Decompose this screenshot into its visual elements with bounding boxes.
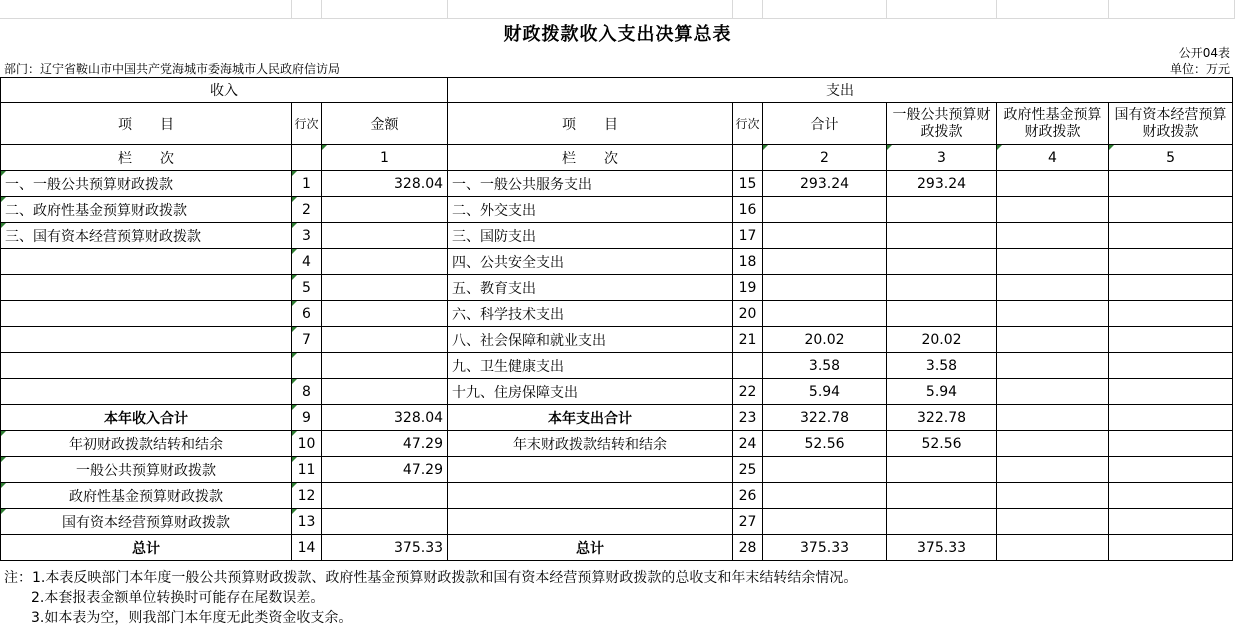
expense-fund-budget [997,535,1109,561]
expense-rowno-header: 行次 [733,103,763,145]
expense-row-number: 22 [733,379,763,405]
income-amount: 47.29 [322,431,448,457]
expense-state-capital [1109,223,1233,249]
income-row-number: 3 [292,223,322,249]
income-amount [322,301,448,327]
department-label: 部门：辽宁省鞍山市中国共产党海城市委海城市人民政府信访局 [4,62,341,76]
income-item: 一般公共预算财政拨款 [1,457,292,483]
expense-total [763,249,887,275]
expense-total [763,275,887,301]
expense-general-budget [887,301,997,327]
expense-item: 四、公共安全支出 [448,249,733,275]
expense-state-capital [1109,379,1233,405]
expense-general-budget [887,249,997,275]
table-row [1,327,1233,353]
expense-general-budget [887,223,997,249]
expense-state-capital [1109,353,1233,379]
expense-state-capital [1109,483,1233,509]
expense-item: 十九、住房保障支出 [448,379,733,405]
income-item [1,353,292,379]
note-1: 注：1.本表反映部门本年度一般公共预算财政拨款、政府性基金预算财政拨款和国有资本经营预算财政拨款的总收支和年末结转结余情况。 [4,570,858,586]
expense-lanci: 栏 次 [448,145,733,171]
expense-fund-budget [997,457,1109,483]
expense-state-capital [1109,431,1233,457]
expense-fund-budget [997,431,1109,457]
expense-item: 本年支出合计 [448,405,733,431]
expense-item: 年末财政拨款结转和结余 [448,431,733,457]
expense-state-capital [1109,171,1233,197]
income-item: 本年收入合计 [1,405,292,431]
unit-label: 单位：万元 [1169,62,1230,76]
table-row [1,301,1233,327]
expense-general-budget [887,457,997,483]
table-row [1,223,1233,249]
income-row-number: 12 [292,483,322,509]
col-number-1: 1 [322,145,448,171]
report-title: 财政拨款收入支出决算总表 [503,24,732,45]
income-item [1,327,292,353]
note-2: 2.本套报表金额单位转换时可能存在尾数误差。 [31,590,325,606]
expense-general-budget [887,275,997,301]
income-amount [322,379,448,405]
expense-item: 九、卫生健康支出 [448,353,733,379]
income-amount: 328.04 [322,405,448,431]
expense-total [763,197,887,223]
expense-general-budget [887,509,997,535]
expense-header: 支出 [448,78,1233,103]
expense-fund-budget [997,327,1109,353]
income-amount: 328.04 [322,171,448,197]
income-row-number: 2 [292,197,322,223]
expense-fund-budget [997,197,1109,223]
income-amount [322,197,448,223]
income-row-number: 13 [292,509,322,535]
expense-item [448,509,733,535]
spreadsheet-grid-strip [0,0,1235,18]
expense-item: 三、国防支出 [448,223,733,249]
expense-fund-budget [997,301,1109,327]
general-budget-header: 一般公共预算财政拨款 [887,103,997,145]
income-row-number: 1 [292,171,322,197]
expense-row-number: 27 [733,509,763,535]
income-item: 国有资本经营预算财政拨款 [1,509,292,535]
expense-general-budget: 52.56 [887,431,997,457]
table-row [1,275,1233,301]
income-row-number: 9 [292,405,322,431]
table-row [1,353,1233,379]
table-row [1,509,1233,535]
expense-general-budget: 322.78 [887,405,997,431]
expense-state-capital [1109,405,1233,431]
income-item: 一、一般公共预算财政拨款 [1,171,292,197]
income-amount [322,249,448,275]
expense-state-capital [1109,327,1233,353]
table-row [1,457,1233,483]
expense-item-header: 项 目 [448,103,733,145]
table-row [1,483,1233,509]
expense-row-number [733,353,763,379]
note-3: 3.如本表为空，则我部门本年度无此类资金收支余。 [31,610,353,626]
income-row-number: 6 [292,301,322,327]
income-row-number: 10 [292,431,322,457]
expense-total: 5.94 [763,379,887,405]
income-item: 二、政府性基金预算财政拨款 [1,197,292,223]
expense-fund-budget [997,275,1109,301]
expense-general-budget: 20.02 [887,327,997,353]
col-number-4: 4 [997,145,1109,171]
income-row-number: 7 [292,327,322,353]
table-row [1,431,1233,457]
income-amount [322,223,448,249]
expense-row-number: 18 [733,249,763,275]
income-item [1,301,292,327]
expense-row-number: 15 [733,171,763,197]
expense-item: 总计 [448,535,733,561]
expense-item: 五、教育支出 [448,275,733,301]
expense-general-budget: 375.33 [887,535,997,561]
income-lanci-blank [292,145,322,171]
income-amount [322,353,448,379]
expense-general-budget [887,483,997,509]
expense-fund-budget [997,223,1109,249]
table-row [1,535,1233,561]
expense-fund-budget [997,483,1109,509]
expense-item: 六、科学技术支出 [448,301,733,327]
expense-row-number: 26 [733,483,763,509]
table-row [1,171,1233,197]
expense-row-number: 25 [733,457,763,483]
expense-row-number: 19 [733,275,763,301]
income-header: 收入 [1,78,448,103]
expense-row-number: 24 [733,431,763,457]
income-row-number: 5 [292,275,322,301]
expense-state-capital [1109,301,1233,327]
income-item [1,379,292,405]
expense-general-budget: 293.24 [887,171,997,197]
expense-state-capital [1109,457,1233,483]
income-item-header: 项 目 [1,103,292,145]
expense-row-number: 20 [733,301,763,327]
expense-item: 八、社会保障和就业支出 [448,327,733,353]
table-row [1,379,1233,405]
income-item: 总计 [1,535,292,561]
income-amount [322,327,448,353]
fund-budget-header: 政府性基金预算财政拨款 [997,103,1109,145]
expense-row-number: 28 [733,535,763,561]
expense-row-number: 16 [733,197,763,223]
income-item: 政府性基金预算财政拨款 [1,483,292,509]
income-item: 年初财政拨款结转和结余 [1,431,292,457]
notes [4,568,857,628]
expense-state-capital [1109,275,1233,301]
income-amount: 47.29 [322,457,448,483]
expense-total: 3.58 [763,353,887,379]
expense-item: 一、一般公共服务支出 [448,171,733,197]
expense-total-header: 合计 [763,103,887,145]
expense-item: 二、外交支出 [448,197,733,223]
expense-general-budget [887,197,997,223]
expense-fund-budget [997,509,1109,535]
expense-state-capital [1109,249,1233,275]
income-item: 三、国有资本经营预算财政拨款 [1,223,292,249]
expense-total [763,457,887,483]
col-number-5: 5 [1109,145,1233,171]
expense-state-capital [1109,535,1233,561]
income-lanci: 栏 次 [1,145,292,171]
table-row [1,197,1233,223]
expense-total [763,223,887,249]
income-rowno-header: 行次 [292,103,322,145]
col-number-2: 2 [763,145,887,171]
expense-fund-budget [997,249,1109,275]
income-row-number: 8 [292,379,322,405]
expense-fund-budget [997,171,1109,197]
income-amount [322,483,448,509]
expense-row-number: 17 [733,223,763,249]
expense-row-number: 21 [733,327,763,353]
state-capital-header: 国有资本经营预算财政拨款 [1109,103,1233,145]
income-item [1,275,292,301]
income-item [1,249,292,275]
income-amount [322,509,448,535]
expense-general-budget: 3.58 [887,353,997,379]
income-amount: 375.33 [322,535,448,561]
expense-total: 322.78 [763,405,887,431]
income-row-number: 4 [292,249,322,275]
expense-fund-budget [997,405,1109,431]
expense-fund-budget [997,379,1109,405]
income-row-number [292,353,322,379]
expense-item [448,457,733,483]
table-row [1,405,1233,431]
col-number-3: 3 [887,145,997,171]
budget-table [0,77,1233,561]
expense-general-budget: 5.94 [887,379,997,405]
expense-state-capital [1109,509,1233,535]
expense-total [763,483,887,509]
income-amount [322,275,448,301]
expense-lanci-blank [733,145,763,171]
expense-total [763,509,887,535]
expense-total: 375.33 [763,535,887,561]
expense-total: 52.56 [763,431,887,457]
expense-total [763,301,887,327]
expense-total: 20.02 [763,327,887,353]
expense-item [448,483,733,509]
income-row-number: 11 [292,457,322,483]
income-amount-header: 金额 [322,103,448,145]
expense-fund-budget [997,353,1109,379]
table-row [1,249,1233,275]
form-number: 公开04表 [1178,46,1230,60]
expense-row-number: 23 [733,405,763,431]
income-row-number: 14 [292,535,322,561]
expense-total: 293.24 [763,171,887,197]
expense-state-capital [1109,197,1233,223]
